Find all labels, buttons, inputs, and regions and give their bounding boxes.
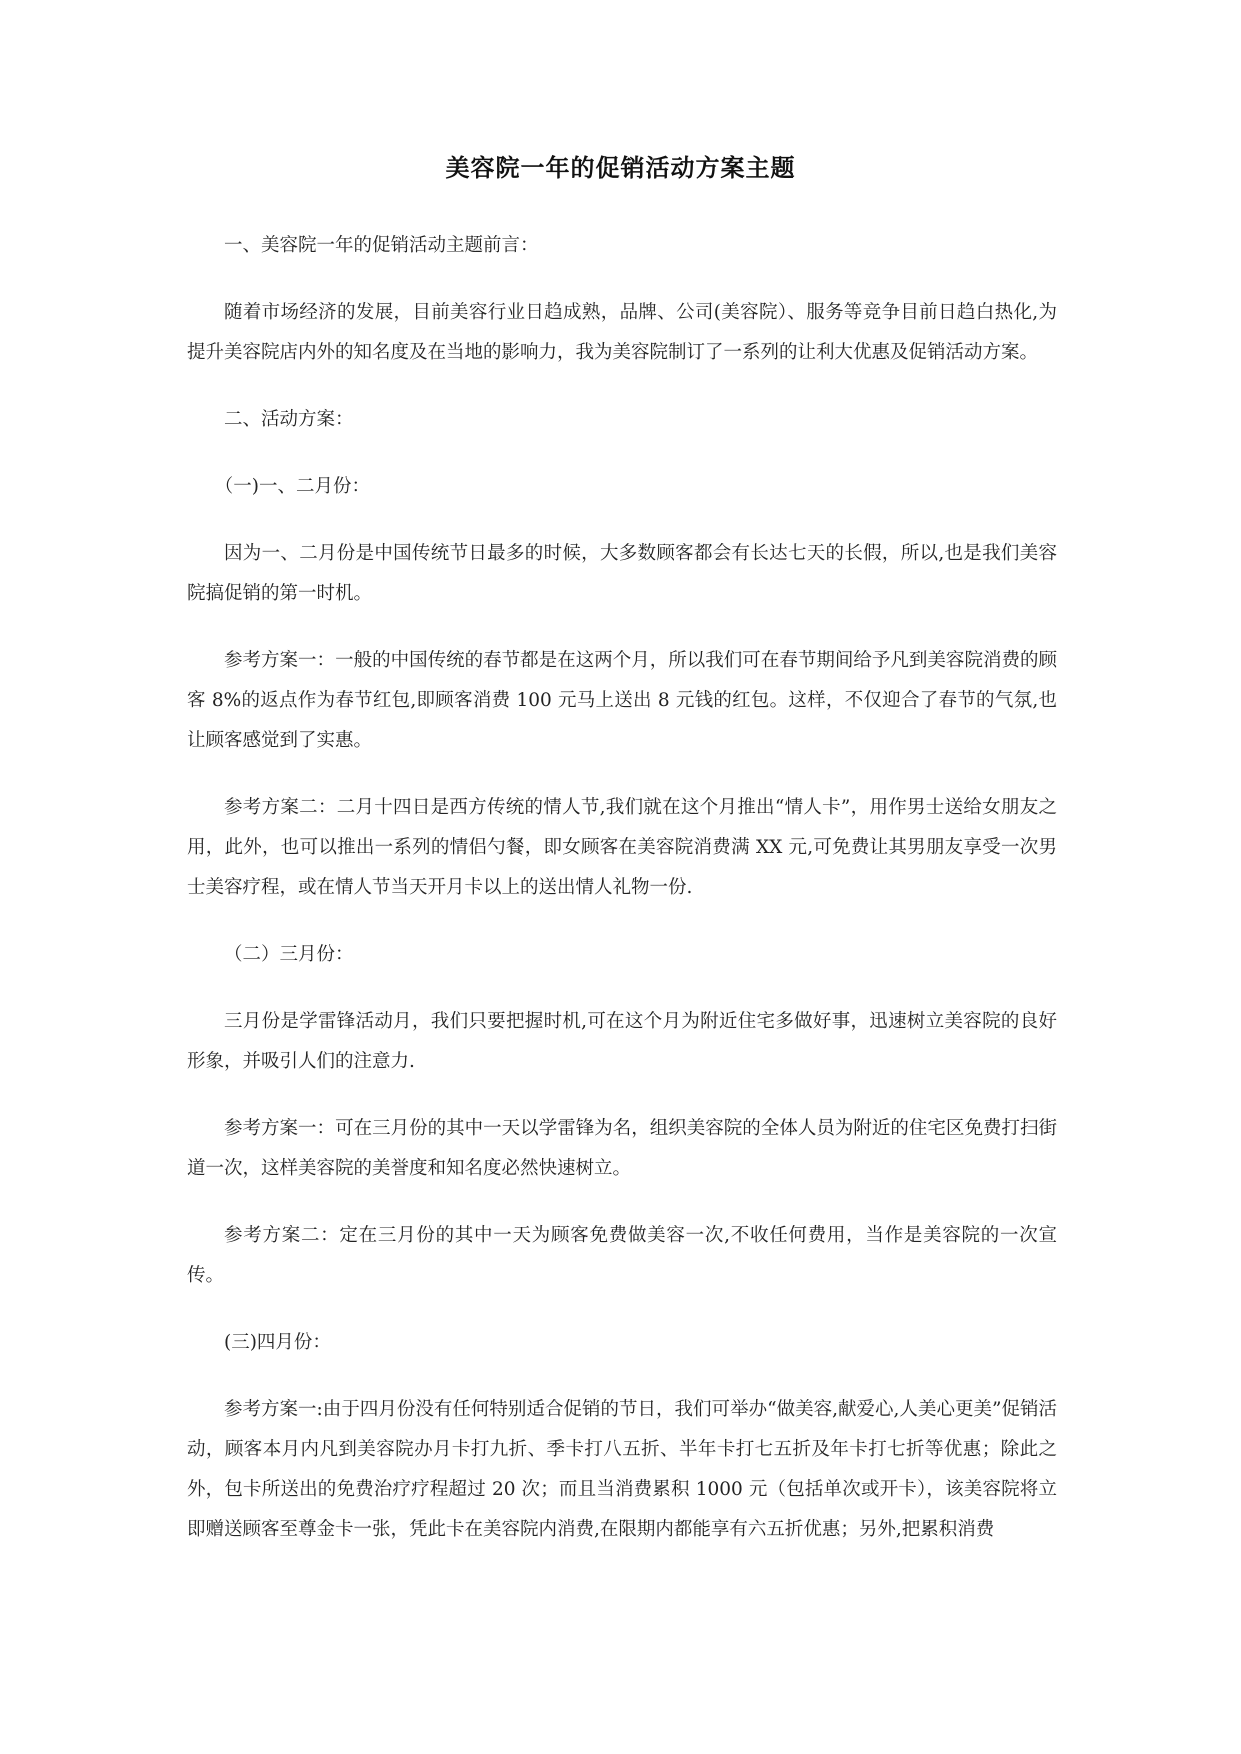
paragraph-april-plan-1: 参考方案一:由于四月份没有任何特别适合促销的节日，我们可举办“做美容,献爱心,人美心更美”促销活动，顾客本月内凡到美容院办月卡打九折、季卡打八五折、半年卡打七五折及年卡打七折等优惠；除此之外，包卡所送出的免费治疗疗程超过 20 次；而且当消费累积 1000 元（包括单次或开卡），该美容院将立即赠送顾客至尊金卡一张，凭此卡在美容院内消费,在限期内都能享有六五折优惠；另外,把累积消费 — [187, 1399, 1057, 1540]
section-heading-preface: 一、美容院一年的促销活动主题前言： — [224, 235, 539, 256]
subheading-jan-feb: （一)一、二月份： — [214, 476, 370, 497]
paragraph-jan-feb-plan-2: 参考方案二：二月十四日是西方传统的情人节,我们就在这个月推出“情人卡”，用作男士送给女朋友之用，此外，也可以推出一系列的情侣勺餐，即女顾客在美容院消费满 XX 元,可免费让其男朋友享受一次男士美容疗程，或在情人节当天开月卡以上的送出情人礼物一份. — [187, 797, 1057, 898]
paragraph-march-plan-2: 参考方案二：定在三月份的其中一天为顾客免费做美容一次,不收任何费用，当作是美容院的一次宣传。 — [187, 1225, 1057, 1286]
paragraph-march-intro: 三月份是学雷锋活动月，我们只要把握时机,可在这个月为附近住宅多做好事，迅速树立美容院的良好形象，并吸引人们的注意力. — [187, 1011, 1057, 1072]
paragraph-jan-feb-intro: 因为一、二月份是中国传统节日最多的时候，大多数顾客都会有长达七天的长假，所以,也是我们美容院搞促销的第一时机。 — [187, 543, 1057, 604]
document-body — [187, 226, 1057, 1577]
document-title: 美容院一年的促销活动方案主题 — [445, 153, 796, 182]
paragraph-preface-text: 随着市场经济的发展，目前美容行业日趋成熟，品牌、公司(美容院）、服务等竞争目前日趋白热化,为提升美容院店内外的知名度及在当地的影响力，我为美容院制订了一系列的让利大优惠及促销活动方案。 — [187, 302, 1057, 363]
paragraph-jan-feb-plan-1: 参考方案一：一般的中国传统的春节都是在这两个月，所以我们可在春节期间给予凡到美容院消费的顾客 8%的返点作为春节红包,即顾客消费 100 元马上送出 8 元钱的红包。这样，不仅迎合了春节的气氛,也让顾客感觉到了实惠。 — [187, 650, 1057, 751]
subheading-april: (三)四月份： — [224, 1332, 331, 1353]
subheading-march: （二）三月份： — [224, 944, 354, 965]
paragraph-march-plan-1: 参考方案一：可在三月份的其中一天以学雷锋为名，组织美容院的全体人员为附近的住宅区免费打扫街道一次，这样美容院的美誉度和知名度必然快速树立。 — [187, 1118, 1057, 1179]
section-heading-plan: 二、活动方案： — [224, 409, 354, 430]
